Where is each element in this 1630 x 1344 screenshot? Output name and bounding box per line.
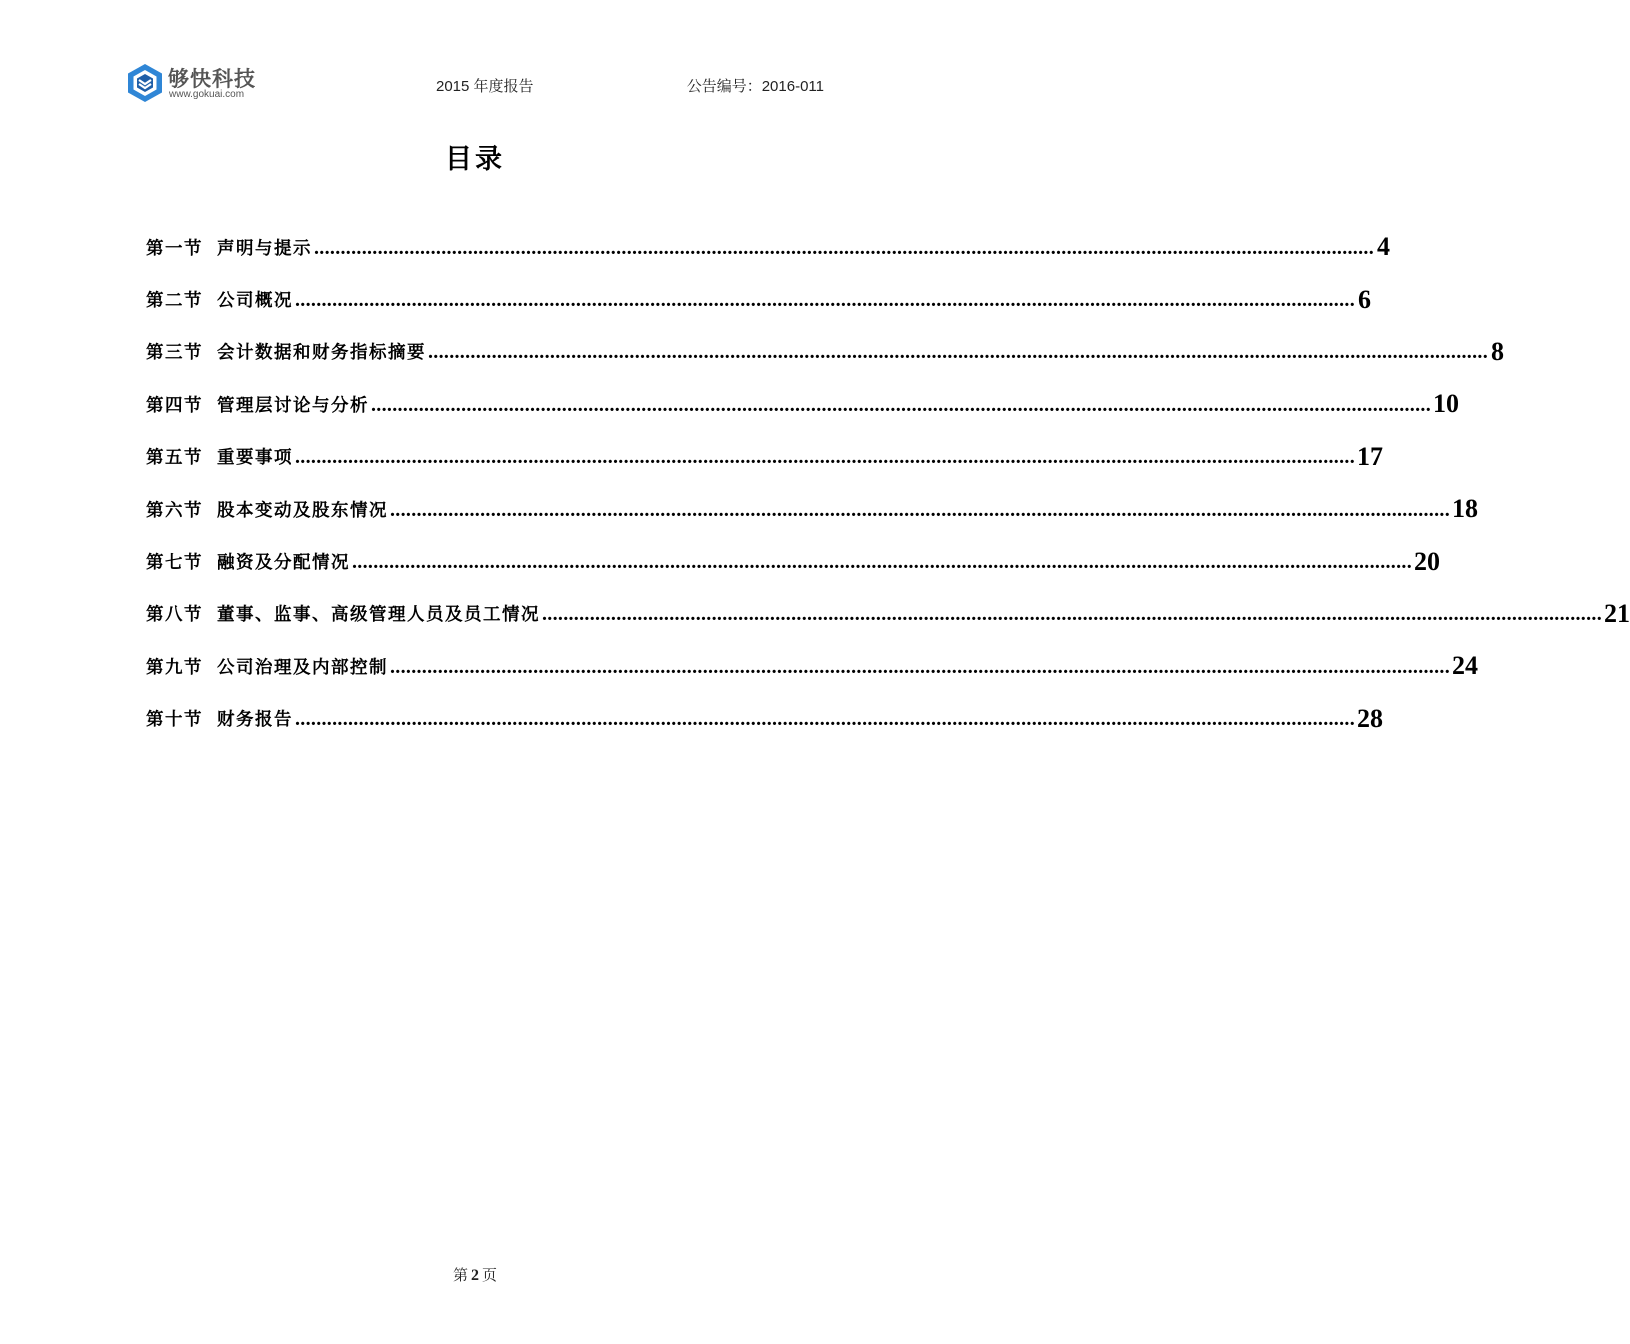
logo-hexagon-icon [126, 63, 164, 103]
toc-entry-label [146, 235, 312, 260]
toc-section-title: 融资及分配情况 [217, 553, 350, 574]
toc-dot-leader: ........................................................................................................................................................................................................ [314, 236, 1374, 259]
toc-page-number: 17 [1357, 441, 1383, 471]
toc-dot-leader: ........................................................................................................................................................................................................ [295, 289, 1355, 312]
toc-entry[interactable] [146, 535, 1440, 587]
toc-entry-label [146, 706, 293, 731]
toc-section-title: 公司概况 [217, 291, 293, 312]
toc-section-title: 声明与提示 [217, 238, 312, 259]
toc-section-number: 第九节 [146, 657, 203, 678]
toc-page-number: 21 [1604, 598, 1630, 628]
toc-page-number: 10 [1433, 389, 1459, 419]
toc-entry[interactable] [146, 640, 1478, 692]
toc-entry-label [146, 339, 426, 364]
toc-section-number: 第十节 [146, 710, 203, 731]
toc-entry[interactable] [146, 378, 1459, 430]
toc-entry-label [146, 287, 293, 312]
toc-page-number: 24 [1452, 651, 1478, 681]
toc-section-number: 第三节 [146, 343, 203, 364]
page-header [0, 0, 950, 120]
report-title: 2015 年度报告 [436, 78, 534, 95]
toc-entry-label [146, 601, 540, 626]
toc-section-title: 董事、监事、高级管理人员及员工情况 [217, 605, 540, 626]
toc-dot-leader: ........................................................................................................................................................................................................ [371, 393, 1431, 416]
toc-page-number: 4 [1377, 232, 1390, 262]
toc-dot-leader: ........................................................................................................................................................................................................ [428, 341, 1488, 364]
toc-dot-leader: ........................................................................................................................................................................................................ [295, 708, 1355, 731]
footer-prefix: 第 [452, 1266, 468, 1284]
company-logo [126, 63, 261, 105]
toc-page-number: 6 [1358, 284, 1371, 314]
toc-page-number: 28 [1357, 703, 1383, 733]
toc-entry-label [146, 497, 388, 522]
toc-dot-leader: ........................................................................................................................................................................................................ [352, 551, 1412, 574]
logo-url: www.gokuai.com [169, 89, 245, 100]
toc-entry[interactable] [146, 588, 1630, 640]
toc-section-title: 股本变动及股东情况 [217, 500, 388, 521]
toc-entry-label [146, 549, 350, 574]
page-footer [0, 1264, 950, 1285]
toc-section-number: 第五节 [146, 448, 203, 469]
toc-entry[interactable] [146, 221, 1390, 273]
footer-suffix: 页 [482, 1266, 498, 1284]
toc-entry-label [146, 444, 293, 469]
footer-page-number: 2 [471, 1267, 479, 1284]
table-of-contents [146, 221, 1630, 745]
toc-section-number: 第一节 [146, 238, 203, 259]
toc-dot-leader: ........................................................................................................................................................................................................ [390, 498, 1450, 521]
toc-entry-label [146, 654, 388, 679]
toc-section-title: 重要事项 [217, 448, 293, 469]
toc-entry-label [146, 392, 369, 417]
toc-section-title: 会计数据和财务指标摘要 [217, 343, 426, 364]
logo-name: 够快科技 [168, 67, 256, 91]
toc-section-number: 第二节 [146, 291, 203, 312]
toc-section-number: 第六节 [146, 500, 203, 521]
toc-entry[interactable] [146, 273, 1371, 325]
toc-page-number: 20 [1414, 546, 1440, 576]
toc-section-number: 第七节 [146, 553, 203, 574]
toc-section-number: 第八节 [146, 605, 203, 626]
toc-entry[interactable] [146, 483, 1478, 535]
toc-section-title: 财务报告 [217, 710, 293, 731]
toc-dot-leader: ........................................................................................................................................................................................................ [542, 603, 1602, 626]
toc-entry[interactable] [146, 693, 1383, 745]
toc-page-number: 8 [1491, 336, 1504, 366]
toc-dot-leader: ........................................................................................................................................................................................................ [390, 655, 1450, 678]
toc-dot-leader: ........................................................................................................................................................................................................ [295, 446, 1355, 469]
notice-number: 公告编号：2016-011 [686, 78, 824, 95]
toc-entry[interactable] [146, 431, 1383, 483]
toc-section-title: 公司治理及内部控制 [217, 657, 388, 678]
toc-section-title: 管理层讨论与分析 [217, 395, 369, 416]
toc-entry[interactable] [146, 326, 1504, 378]
toc-title: 目录 [445, 144, 505, 175]
toc-section-number: 第四节 [146, 395, 203, 416]
toc-page-number: 18 [1452, 494, 1478, 524]
